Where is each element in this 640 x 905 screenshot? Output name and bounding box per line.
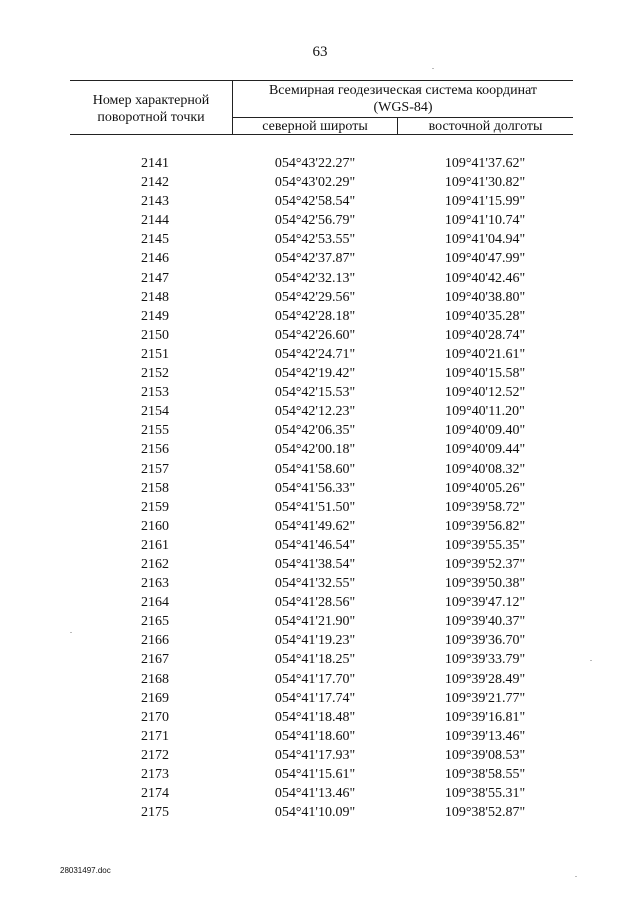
latitude-cell: 054°42'06.35" [274,423,356,439]
longitude-cell: 109°40'09.44" [444,442,526,458]
latitude-cell: 054°42'37.87" [274,251,356,267]
longitude-cell: 109°41'37.62" [444,156,526,171]
point-number-cell: 2170 [141,709,169,725]
point-number-cell: 2158 [141,480,169,496]
latitude-cell: 054°41'46.54" [274,537,356,553]
point-number-cell: 2154 [141,404,169,420]
table-row [0,574,640,593]
table-row [0,154,640,173]
longitude-cell: 109°39'47.12" [444,595,526,611]
table-row [0,288,640,307]
latitude-cell: 054°42'19.42" [274,366,356,382]
longitude-cell: 109°40'12.52" [444,385,526,401]
table-row [0,345,640,364]
longitude-cell: 109°40'21.61" [444,346,526,362]
latitude-cell: 054°43'02.29" [274,175,356,191]
table-row [0,612,640,631]
longitude-cell: 109°40'05.26" [444,480,526,496]
longitude-cell: 109°38'52.87" [444,805,526,821]
latitude-cell: 054°41'18.48" [274,709,356,725]
latitude-cell: 054°42'24.71" [274,346,356,362]
point-number-cell: 2149 [141,308,169,324]
point-number-cell: 2157 [141,461,169,477]
longitude-cell: 109°39'13.46" [444,728,526,744]
longitude-cell: 109°40'47.99" [444,251,526,267]
point-number-cell: 2167 [141,652,169,668]
longitude-cell: 109°40'38.80" [444,289,526,305]
table-row [0,421,640,440]
longitude-cell: 109°39'08.53" [444,747,526,763]
scan-speck [70,632,72,633]
point-number-cell: 2164 [141,595,169,611]
table-row [0,517,640,536]
longitude-cell: 109°38'55.31" [444,786,526,802]
point-number-cell: 2174 [141,786,169,802]
longitude-cell: 109°38'58.55" [444,767,526,782]
table-row [0,211,640,230]
point-number-cell: 2156 [141,442,169,458]
longitude-cell: 109°39'58.72" [444,499,526,515]
latitude-cell: 054°41'18.60" [274,728,356,744]
point-number-cell: 2169 [141,690,169,706]
table-row [0,326,640,345]
table-row [0,689,640,708]
scan-speck [590,660,592,661]
point-number-cell: 2175 [141,805,169,821]
latitude-cell: 054°41'32.55" [274,576,356,592]
table-row [0,650,640,669]
point-number-cell: 2145 [141,232,169,248]
point-number-cell: 2152 [141,366,169,382]
scan-speck [432,68,434,69]
latitude-cell: 054°41'10.09" [274,805,356,821]
table-row [0,727,640,746]
point-number-cell: 2165 [141,614,169,630]
longitude-cell: 109°39'40.37" [444,614,526,630]
table-row [0,249,640,268]
latitude-cell: 054°41'18.25" [274,652,356,668]
latitude-cell: 054°42'29.56" [274,289,356,305]
coordinate-system-header [234,82,572,116]
point-number-cell: 2161 [141,537,169,553]
point-number-cell: 2148 [141,289,169,305]
longitude-cell: 109°40'11.20" [445,404,525,420]
longitude-cell: 109°39'21.77" [444,690,526,706]
table-row [0,631,640,650]
point-number-cell: 2143 [141,194,169,210]
longitude-cell: 109°40'09.40" [444,423,526,439]
point-number-cell: 2146 [141,251,169,267]
latitude-cell: 054°41'49.62" [274,518,356,534]
coordinate-system-header-line-1: Всемирная геодезическая система координат [268,83,538,98]
point-number-header-line-1: Номер характерной [92,93,210,108]
coordinates-table-body [0,154,640,822]
table-row [0,307,640,326]
latitude-cell: 054°41'17.74" [274,690,356,706]
latitude-cell: 054°41'17.93" [274,747,356,763]
longitude-cell: 109°41'15.99" [444,194,526,210]
latitude-cell: 054°41'56.33" [274,480,356,496]
longitude-cell: 109°39'55.35" [444,537,526,553]
latitude-cell: 054°42'56.79" [274,213,356,229]
longitude-cell: 109°40'08.32" [444,461,526,477]
longitude-cell: 109°40'42.46" [444,270,526,286]
latitude-cell: 054°42'12.23" [274,404,356,420]
point-number-cell: 2168 [141,671,169,687]
table-row [0,460,640,479]
point-number-cell: 2160 [141,518,169,534]
latitude-cell: 054°41'21.90" [274,614,356,630]
header-top-rule [70,80,573,81]
point-number-cell: 2166 [141,633,169,649]
longitude-cell: 109°39'33.79" [444,652,526,668]
table-row [0,440,640,459]
table-row [0,364,640,383]
header-divider-main [232,80,233,135]
longitude-cell: 109°39'28.49" [444,671,526,687]
table-row [0,230,640,249]
table-row [0,593,640,612]
longitude-cell: 109°40'35.28" [444,308,526,324]
latitude-cell: 054°42'53.55" [274,232,356,248]
latitude-cell: 054°42'26.60" [274,327,356,343]
table-row [0,670,640,689]
table-row [0,192,640,211]
latitude-cell: 054°41'51.50" [274,499,356,515]
latitude-cell: 054°41'17.70" [274,671,356,687]
longitude-cell: 109°41'30.82" [444,175,526,191]
point-number-cell: 2144 [141,213,169,229]
header-divider-sub [397,117,398,135]
longitude-column-header: восточной долготы [428,119,543,134]
table-row [0,746,640,765]
longitude-cell: 109°41'10.74" [444,213,526,229]
point-number-cell: 2171 [141,728,169,744]
point-number-cell: 2142 [141,175,169,191]
table-row [0,708,640,727]
table-row [0,383,640,402]
point-number-cell: 2162 [141,556,169,572]
point-number-cell: 2172 [141,747,169,763]
longitude-cell: 109°39'16.81" [444,709,526,725]
longitude-cell: 109°39'36.70" [444,633,526,649]
latitude-cell: 054°42'32.13" [274,270,356,286]
latitude-cell: 054°42'58.54" [274,194,356,210]
point-number-cell: 2163 [141,576,169,592]
point-number-cell: 2153 [141,385,169,401]
table-row [0,803,640,822]
table-row [0,784,640,803]
document-filename: 28031497.doc [60,866,111,875]
latitude-cell: 054°42'28.18" [274,308,356,324]
table-row [0,498,640,517]
point-number-cell: 2155 [141,423,169,439]
longitude-cell: 109°39'52.37" [444,556,526,572]
point-number-cell: 2141 [141,156,169,171]
point-number-header-line-2: поворотной точки [97,110,205,125]
longitude-cell: 109°40'15.58" [444,366,526,382]
scan-speck [575,876,577,877]
latitude-column-header: северной широты [262,119,368,134]
longitude-cell: 109°39'56.82" [444,518,526,534]
page-number: 63 [312,44,328,60]
latitude-cell: 054°41'58.60" [274,461,356,477]
latitude-cell: 054°42'15.53" [274,385,356,401]
point-number-cell: 2150 [141,327,169,343]
table-row [0,269,640,288]
point-number-cell: 2151 [141,346,169,362]
latitude-cell: 054°41'13.46" [274,786,356,802]
latitude-cell: 054°42'00.18" [274,442,356,458]
latitude-cell: 054°43'22.27" [274,156,356,171]
table-row [0,402,640,421]
point-number-column-header [72,92,230,126]
point-number-cell: 2147 [141,270,169,286]
point-number-cell: 2159 [141,499,169,515]
latitude-cell: 054°41'28.56" [274,595,356,611]
table-row [0,536,640,555]
longitude-cell: 109°39'50.38" [444,576,526,592]
longitude-cell: 109°40'28.74" [444,327,526,343]
longitude-cell: 109°41'04.94" [444,232,526,248]
table-row [0,173,640,192]
table-row [0,555,640,574]
coordinate-system-header-line-2: (WGS-84) [373,100,433,115]
table-row [0,765,640,784]
latitude-cell: 054°41'15.61" [274,767,356,782]
point-number-cell: 2173 [141,767,169,782]
table-row [0,479,640,498]
latitude-cell: 054°41'19.23" [274,633,356,649]
latitude-cell: 054°41'38.54" [274,556,356,572]
